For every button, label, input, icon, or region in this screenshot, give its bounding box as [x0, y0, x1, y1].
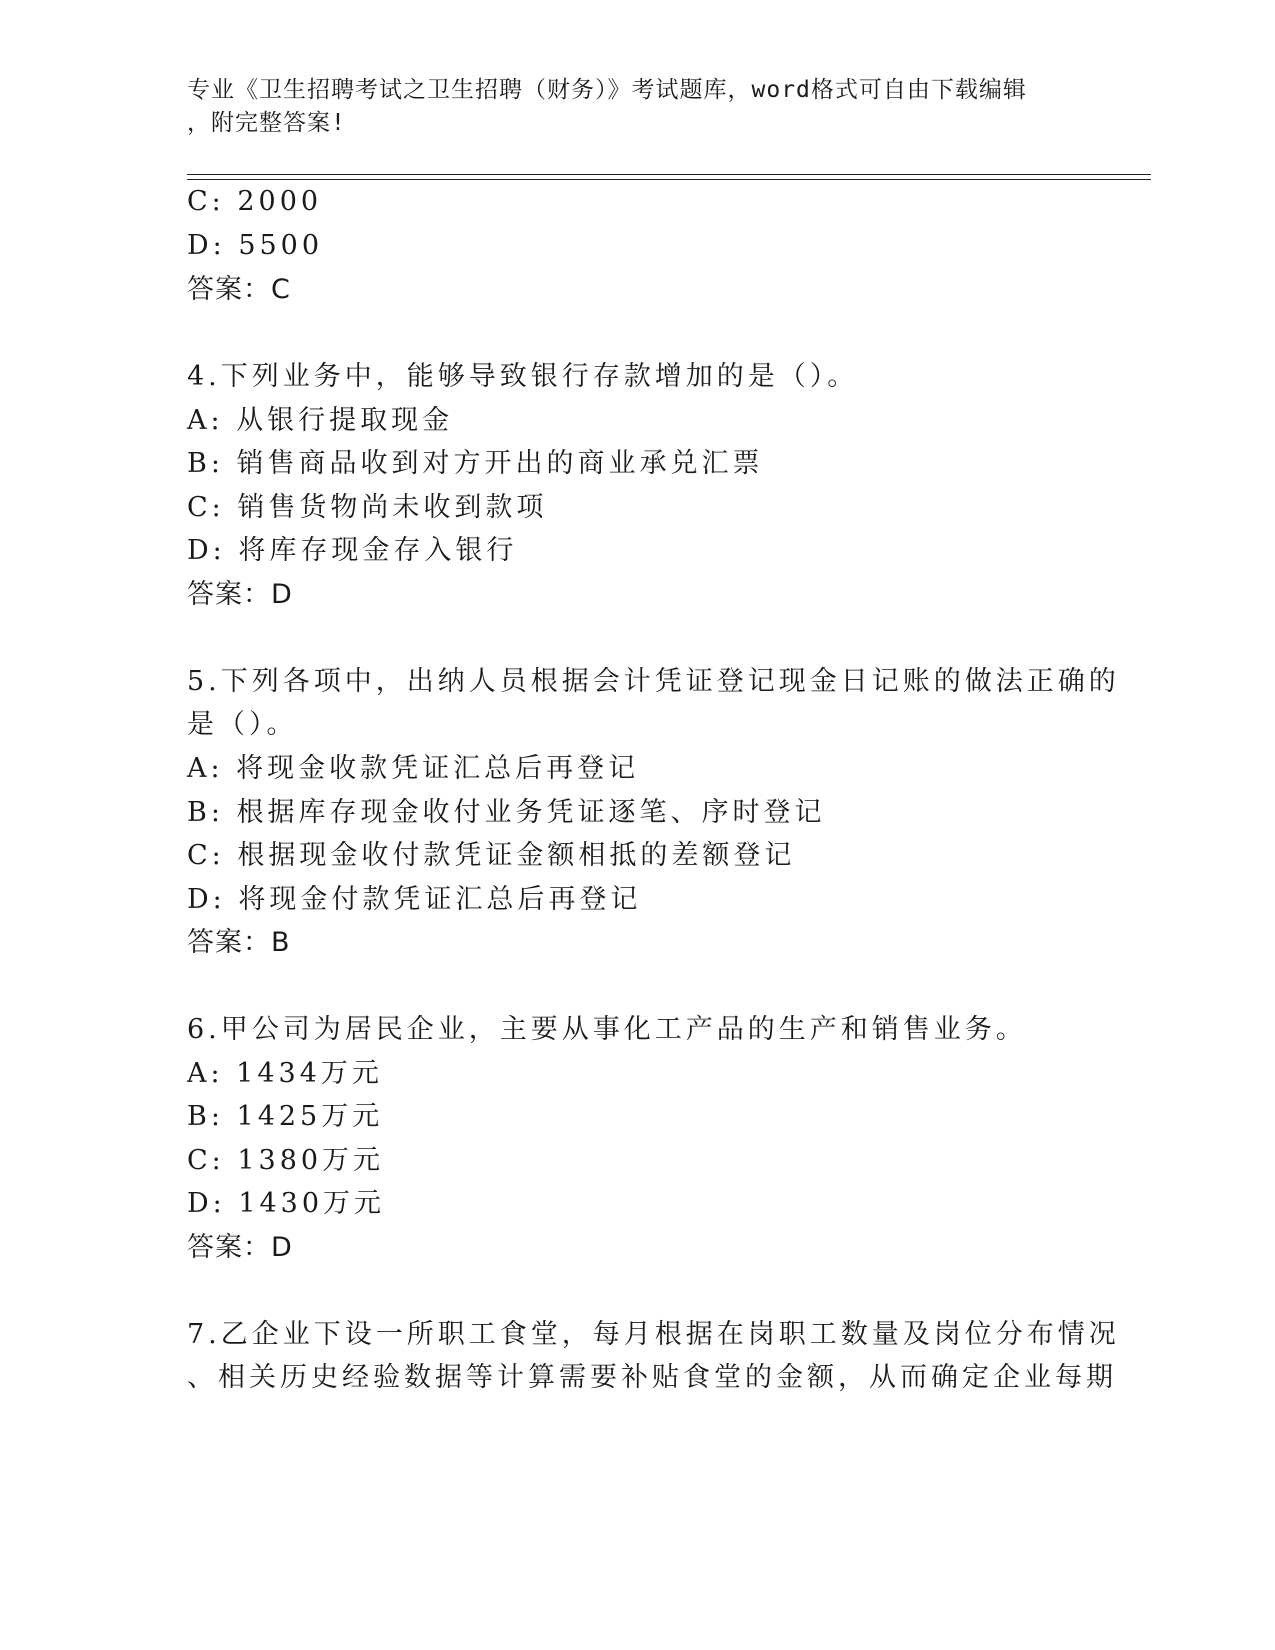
- q5-option-c: C: 根据现金收付款凭证金额相抵的差额登记: [187, 840, 796, 871]
- header-line-1: 专业《卫生招聘考试之卫生招聘（财务）》考试题库，word格式可自由下载编辑: [187, 77, 1027, 103]
- q4-option-b: B: 销售商品收到对方开出的商业承兑汇票: [187, 448, 764, 479]
- q4-option-c: C: 销售货物尚未收到款项: [187, 492, 548, 523]
- q6-option-a: A: 1434万元: [187, 1058, 383, 1089]
- q6-answer: 答案：D: [187, 1232, 293, 1263]
- q6-stem: 6.甲公司为居民企业，主要从事化工产品的生产和销售业务。: [187, 1014, 1027, 1045]
- header-line-2: ，附完整答案!: [187, 110, 346, 136]
- q6-option-d: D: 1430万元: [187, 1188, 386, 1219]
- q5-option-d: D: 将现金付款凭证汇总后再登记: [187, 884, 642, 915]
- q4-option-d: D: 将库存现金存入银行: [187, 535, 518, 566]
- header-rule-bottom: [187, 179, 1151, 180]
- q7-stem-line-1: 7.乙企业下设一所职工食堂，每月根据在岗职工数量及岗位分布情况: [187, 1319, 1120, 1350]
- q7-stem-line-2: 、相关历史经验数据等计算需要补贴食堂的金额，从而确定企业每期: [187, 1362, 1117, 1393]
- document-header: [187, 74, 1067, 140]
- q5-stem-line-2: 是（）。: [187, 709, 298, 740]
- q4-option-a: A: 从银行提取现金: [187, 405, 454, 436]
- q4-stem: 4.下列业务中，能够导致银行存款增加的是（）。: [187, 361, 859, 392]
- q3-option-d: D: 5500: [187, 230, 324, 261]
- header-rule-top: [187, 174, 1151, 175]
- q3-answer: 答案：C: [187, 274, 291, 305]
- q5-option-a: A: 将现金收款凭证汇总后再登记: [187, 753, 640, 784]
- q5-option-b: B: 根据库存现金收付业务凭证逐笔、序时登记: [187, 797, 826, 828]
- q5-answer: 答案：B: [187, 927, 291, 958]
- q4-answer: 答案：D: [187, 579, 293, 610]
- q3-option-c: C: 2000: [187, 186, 323, 217]
- q5-stem-line-1: 5.下列各项中，出纳人员根据会计凭证登记现金日记账的做法正确的: [187, 666, 1120, 697]
- q6-option-b: B: 1425万元: [187, 1101, 384, 1132]
- q6-option-c: C: 1380万元: [187, 1145, 385, 1176]
